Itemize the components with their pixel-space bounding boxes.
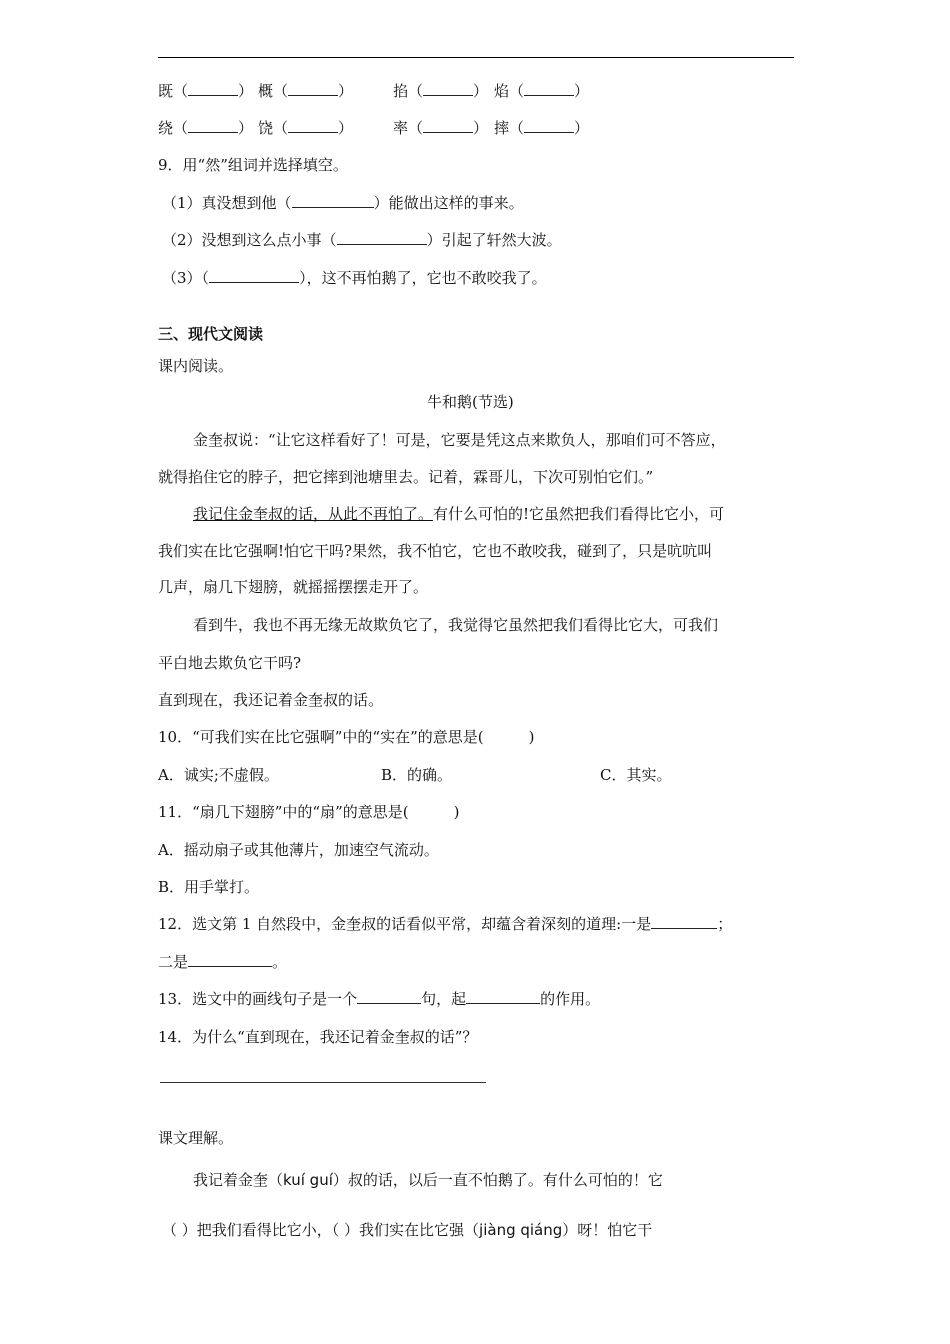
fill-blank[interactable]	[292, 193, 374, 208]
q14-stem: 14．为什么“直到现在，我还记着金奎叔的话”？	[158, 1028, 478, 1046]
passage-paragraph: 几声，扇几下翅膀，就摇摇摆摆走开了。	[158, 578, 429, 596]
q9-item-1: （1）真没想到他（ ）能做出这样的事来。	[162, 194, 524, 212]
passage-paragraph: 看到牛，我也不再无缘无故欺负它了，我觉得它虽然把我们看得比它大，可我们	[193, 616, 719, 634]
fill-blank[interactable]	[188, 952, 272, 967]
section-intro: 课内阅读。	[158, 357, 234, 375]
q11-stem: 11．“扇几下翅膀”中的“扇”的意思是( )	[158, 803, 460, 821]
reading-line: （ ）把我们看得比它小，（ ）我们实在比它强（jiàng qiáng）呀！怕它干	[162, 1221, 653, 1239]
passage-paragraph: 金奎叔说：“让它这样看好了！可是，它要是凭这点来欺负人，那咱们可不答应，	[193, 431, 726, 449]
q9-item-3: （3）（ ），这不再怕鹅了，它也不敢咬我了。	[162, 269, 547, 287]
char-grid-item: 既（ ）	[158, 82, 254, 100]
fill-blank[interactable]	[188, 118, 238, 133]
header-rule	[158, 57, 794, 58]
fill-blank[interactable]	[466, 989, 540, 1004]
fill-blank[interactable]	[423, 81, 473, 96]
fill-blank[interactable]	[423, 118, 473, 133]
passage-paragraph: 我记住金奎叔的话，从此不再怕了。有什么可怕的!它虽然把我们看得比它小，可	[193, 505, 725, 523]
section-heading: 三、现代文阅读	[158, 325, 264, 343]
q9-item-2: （2）没想到这么点小事（ ）引起了轩然大波。	[162, 231, 562, 249]
char-grid-item: 绕（ ）	[158, 119, 254, 137]
passage-paragraph: 直到现在，我还记着金奎叔的话。	[158, 691, 384, 709]
reading-line: 我记着金奎（kuí guí）叔的话，以后一直不怕鹅了。有什么可怕的！它	[193, 1171, 663, 1189]
passage-paragraph: 就得掐住它的脖子，把它摔到池塘里去。记着，霖哥儿，下次可别怕它们。”	[158, 468, 654, 486]
fill-blank[interactable]	[651, 914, 717, 929]
char-grid-item: 掐（ ）	[393, 82, 489, 100]
q10-stem: 10．“可我们实在比它强啊”中的“实在”的意思是( )	[158, 728, 535, 746]
char-grid-item: 摔（ ）	[494, 119, 590, 137]
q9-title: 9．用“然”组词并选择填空。	[158, 156, 348, 174]
pinyin-options[interactable]: jiàng qiáng	[479, 1221, 563, 1239]
passage-paragraph: 平白地去欺负它干吗?	[158, 654, 302, 672]
q11-option-b[interactable]: B．用手掌打。	[158, 878, 260, 896]
fill-blank[interactable]	[524, 118, 574, 133]
fill-blank[interactable]	[357, 989, 421, 1004]
q10-option-b[interactable]: B．的确。	[381, 766, 453, 784]
fill-blank[interactable]	[524, 81, 574, 96]
answer-line[interactable]	[160, 1082, 486, 1083]
char-grid-item: 饶（ ）	[258, 119, 354, 137]
fill-blank[interactable]	[288, 81, 338, 96]
q12-line-2: 二是 。	[158, 953, 288, 971]
passage-paragraph: 我们实在比它强啊!怕它干吗?果然，我不怕它，它也不敢咬我，碰到了，只是吭吭叫	[158, 542, 713, 560]
pinyin-options[interactable]: kuí guí	[283, 1171, 333, 1189]
fill-blank[interactable]	[209, 268, 299, 283]
q11-option-a[interactable]: A．摇动扇子或其他薄片，加速空气流动。	[158, 841, 439, 859]
section-intro-b: 课文理解。	[158, 1129, 234, 1147]
char-grid-item: 率（ ）	[393, 119, 489, 137]
q10-option-c[interactable]: C．其实。	[600, 766, 672, 784]
q13: 13．选文中的画线句子是一个 句，起 的作用。	[158, 990, 601, 1008]
fill-blank[interactable]	[188, 81, 238, 96]
char-grid-item: 焰（ ）	[494, 82, 590, 100]
fill-blank[interactable]	[288, 118, 338, 133]
fill-blank[interactable]	[337, 230, 427, 245]
char-grid-item: 概（ ）	[258, 82, 354, 100]
underlined-sentence: 我记住金奎叔的话，从此不再怕了。	[193, 505, 434, 523]
passage-title: 牛和鹅(节选)	[427, 393, 514, 411]
q12-line-1: 12．选文第 1 自然段中，金奎叔的话看似平常，却蕴含着深刻的道理:一是 ；	[158, 915, 733, 933]
q10-option-a[interactable]: A．诚实;不虚假。	[158, 766, 279, 784]
